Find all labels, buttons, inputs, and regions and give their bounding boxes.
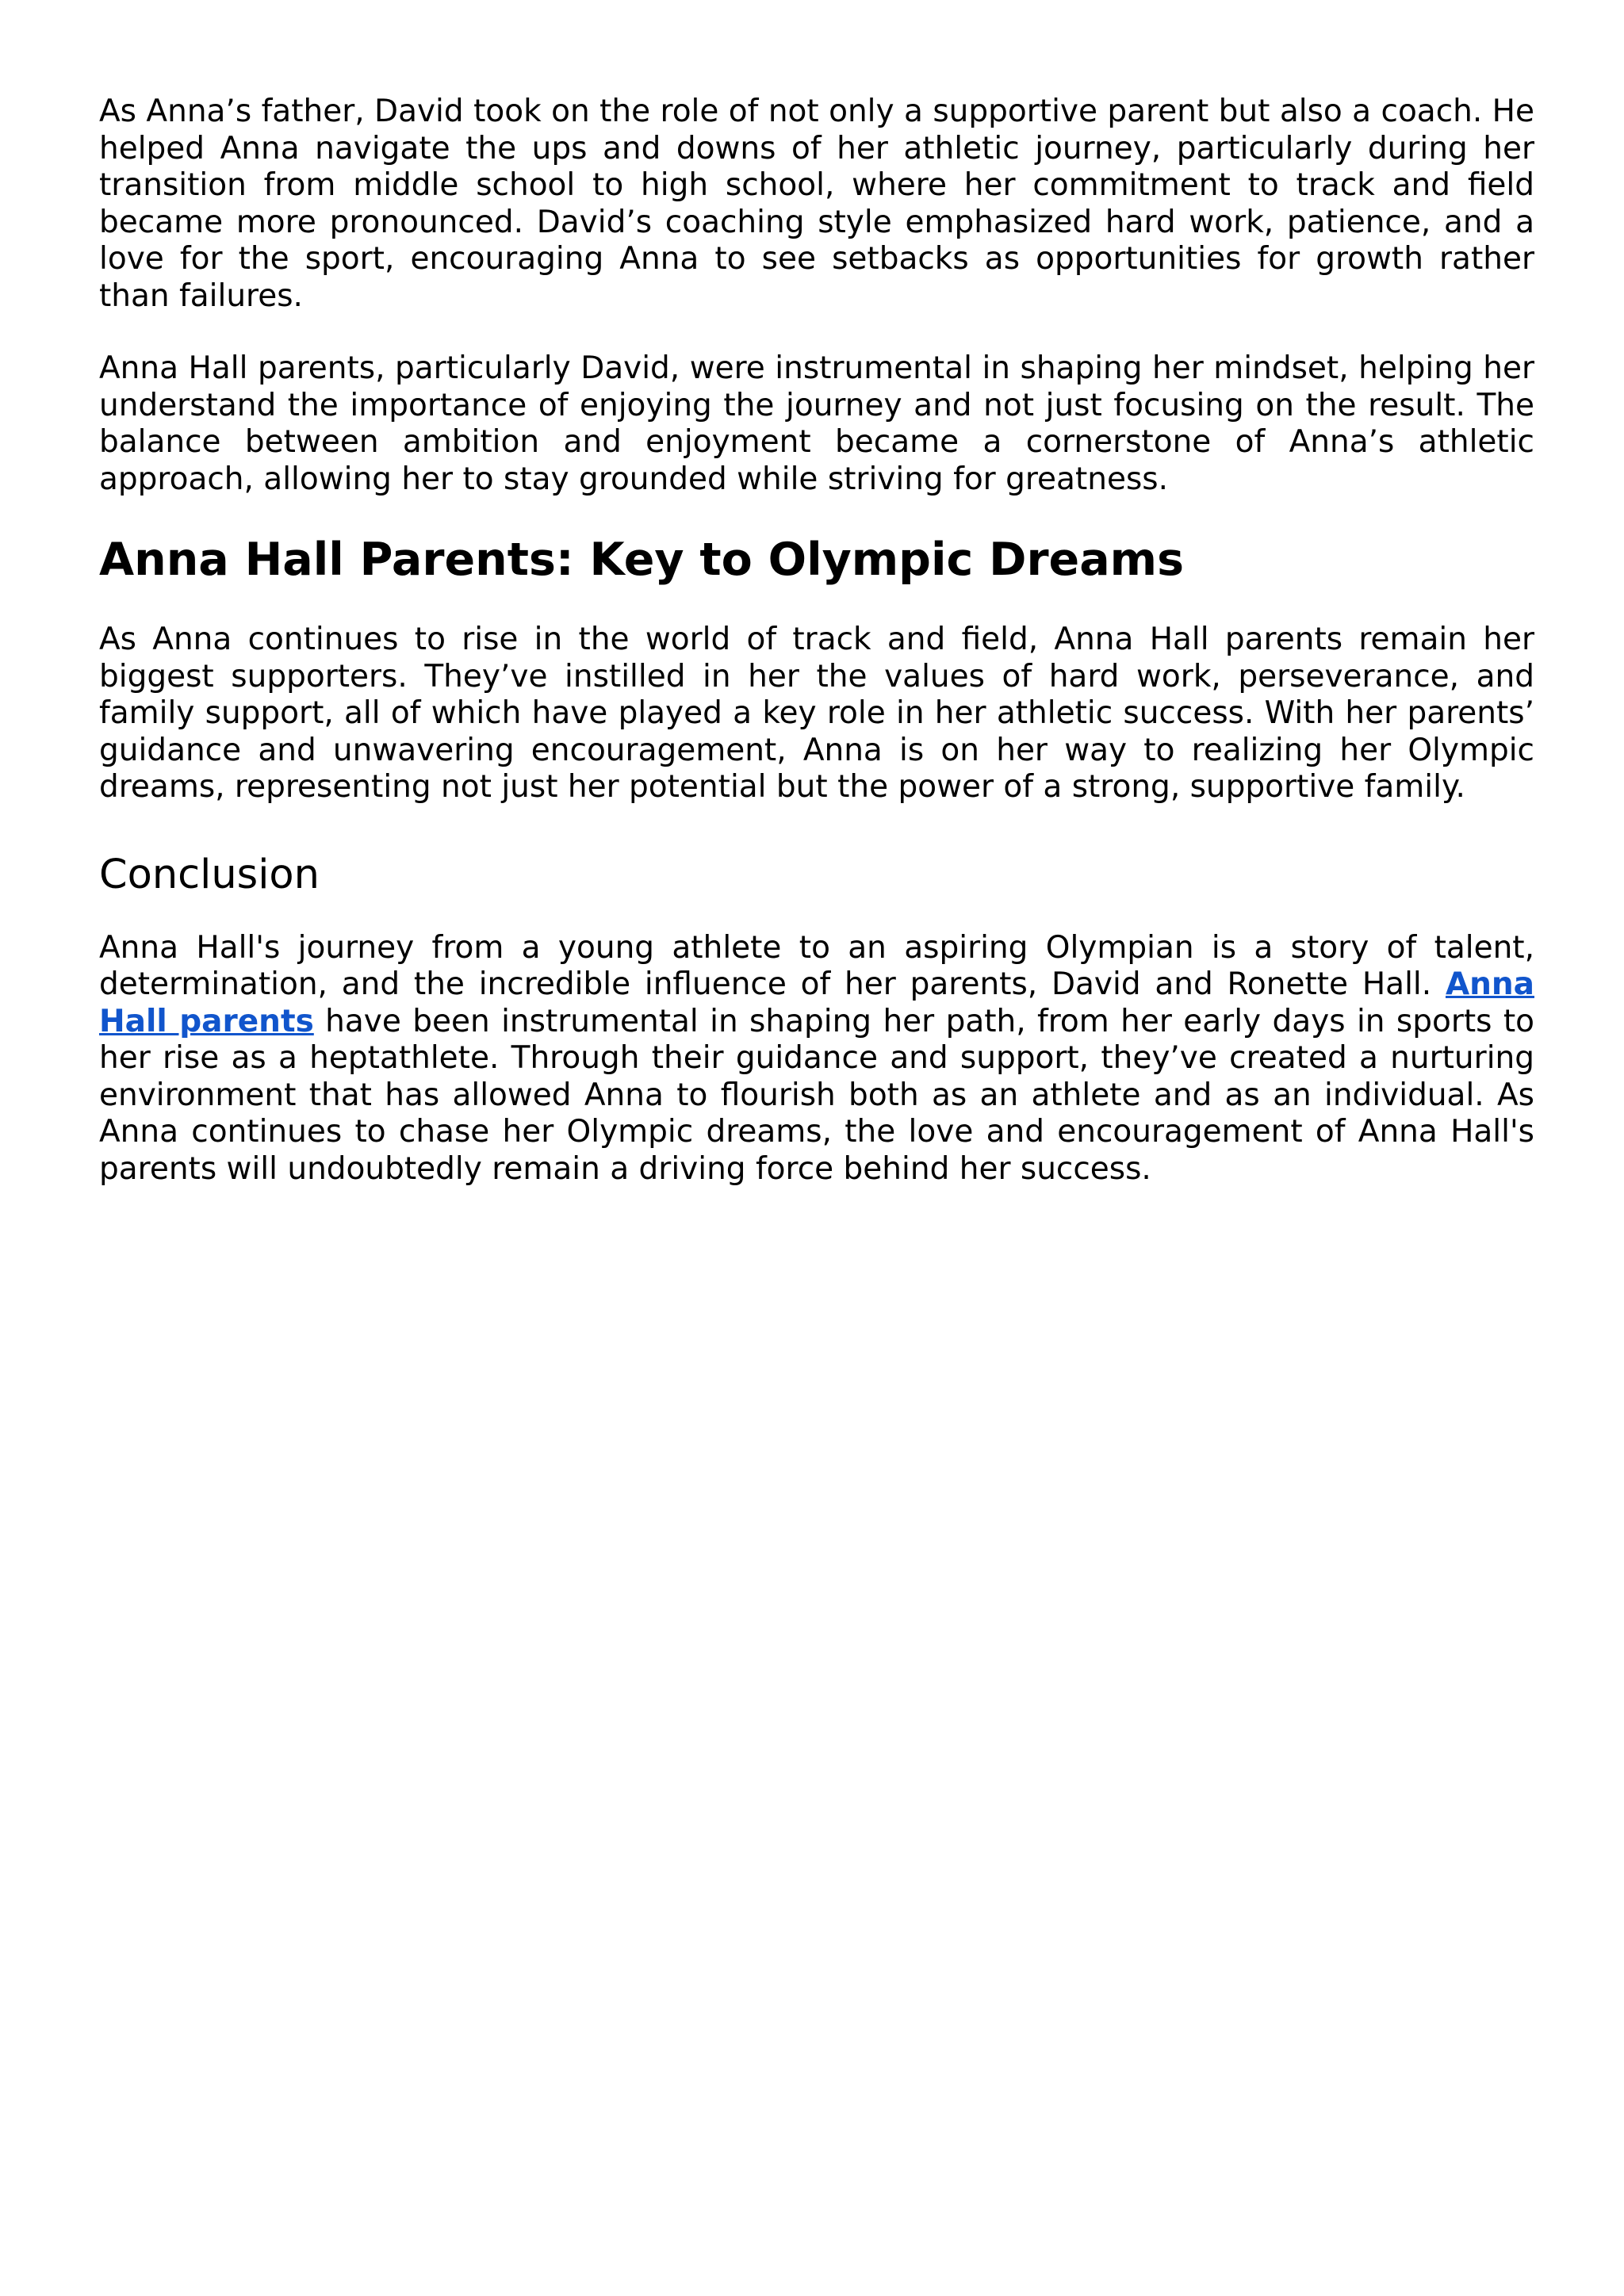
conclusion-text-start: Anna Hall's journey from a young athlete to an aspiring Olympian is a story of talent, determination, and the incredible influence of her parents, David and Ronette Hall. [99,929,1534,1002]
anna-hall-parents-link[interactable]: Anna Hall parents [99,966,1534,1039]
heading-conclusion: Conclusion [99,851,320,898]
conclusion-text-end: have been instrumental in shaping her path, from her early days in sports to her rise as a heptathlete. Through their guidance and support, they’ve created a nurturing environment that has allowed Anna to flourish both as an athlete and as an individual. As Anna continues to chase her Olympic dreams, the love and encouragement of Anna Hall's parents will undoubtedly remain a driving force behind her success. [99,1003,1534,1187]
paragraph-olympic-dreams: As Anna continues to rise in the world of track and field, Anna Hall parents remain her biggest supporters. They’ve instilled in her the values of hard work, perseverance, and family support, all of which have played a key role in her athletic success. With her parents’ guidance and unwavering encouragement, Anna is on her way to realizing her Olympic dreams, representing not just her potential but the power of a strong, supportive family. [99,622,1534,805]
heading-olympic-dreams: Anna Hall Parents: Key to Olympic Dreams [99,534,1184,586]
document-page [99,94,1534,1188]
paragraph-mindset: Anna Hall parents, particularly David, were instrumental in shaping her mindset, helping her understand the importance of enjoying the journey and not just focusing on the result. The balance between ambition and enjoyment became a cornerstone of Anna’s athletic approach, allowing her to stay grounded while striving for greatness. [99,350,1534,497]
paragraph-conclusion [99,930,1534,1188]
paragraph-father-coach: As Anna’s father, David took on the role of not only a supportive parent but also a coach. He helped Anna navigate the ups and downs of her athletic journey, particularly during her transition from middle school to high school, where her commitment to track and field became more pronounced. David’s coaching style emphasized hard work, patience, and a love for the sport, encouraging Anna to see setbacks as opportunities for growth rather than failures. [99,94,1534,314]
